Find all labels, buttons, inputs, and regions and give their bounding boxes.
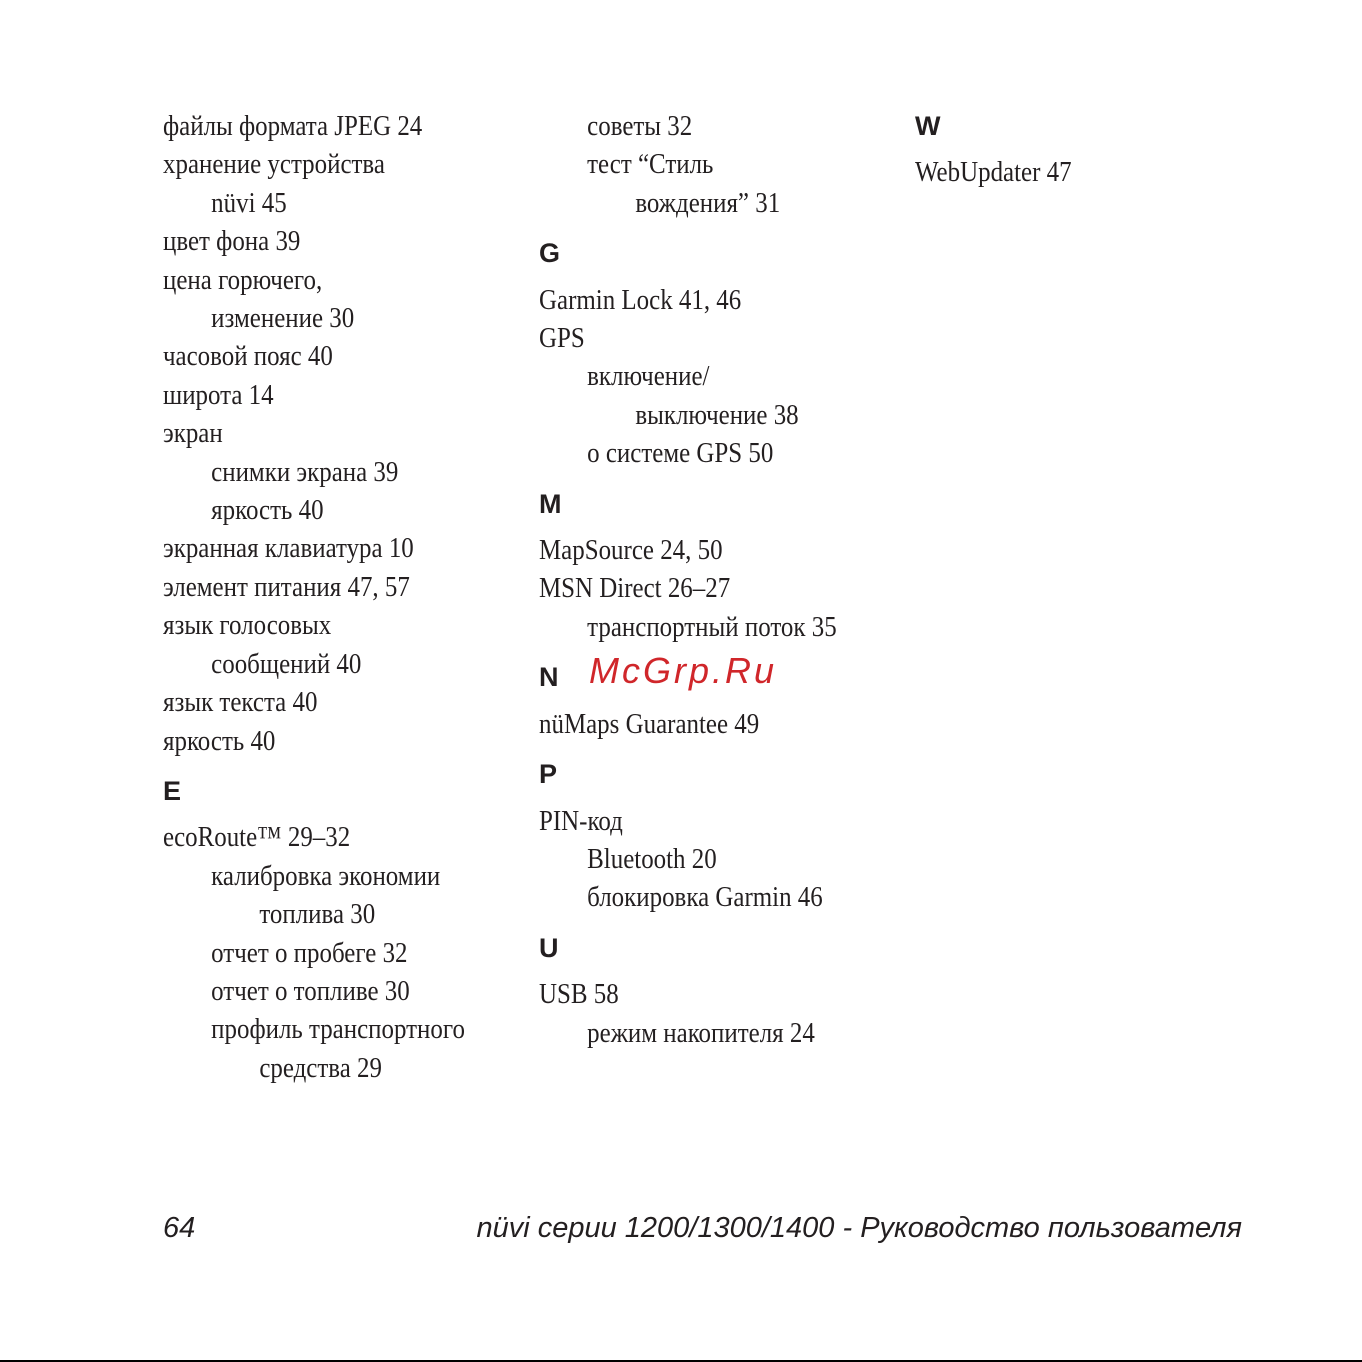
index-entry: язык текста 40 [163,686,318,719]
index-subentry: вождения” 31 [635,186,781,219]
index-entry: цена горючего, [163,263,323,296]
index-subentry: снимки экрана 39 [211,455,399,488]
index-subentry: советы 32 [587,110,693,142]
letter: N [539,662,559,693]
index-entry: язык голосовых [163,609,332,642]
index-subentry: яркость 40 [211,494,324,527]
index-entry: PIN-код [539,804,623,837]
index-subentry: Bluetooth 20 [587,842,717,875]
index-letter-heading: P [539,759,558,790]
index-subentry: тест “Стиль [587,148,714,181]
watermark: McGrp.Ru [589,650,778,692]
index-subentry: блокировка Garmin 46 [587,881,823,914]
index-letter-heading: W [915,111,941,141]
index-subentry: сообщений 40 [211,647,362,680]
index-column-2 [539,107,899,1052]
index-subentry: выключение 38 [635,398,799,431]
index-entry: MSN Direct 26–27 [539,572,731,605]
index-entry: WebUpdater 47 [915,156,1072,189]
index-letter-heading: G [539,238,561,269]
index-entry: ecoRoute™ 29–32 [163,821,351,854]
index-subentry: отчет о пробеге 32 [211,936,408,969]
index-letter-heading: E [163,775,182,806]
index-letter-heading-n [539,650,899,696]
index-subentry: режим накопителя 24 [587,1016,815,1049]
index-letter-heading: U [539,932,559,963]
index-subentry: профиль транспортного [211,1013,465,1046]
document-title: nüvi серии 1200/1300/1400 - Руководство пользователя [476,1212,1242,1244]
index-entry: файлы формата JPEG 24 [163,110,423,142]
index-entry: GPS [539,322,585,355]
index-entry: экранная клавиатура 10 [163,532,414,565]
index-subentry: отчет о топливе 30 [211,974,410,1007]
index-subentry: топлива 30 [259,898,376,931]
index-column-3 [915,107,1215,192]
index-entry: широта 14 [163,378,274,411]
index-subentry: о системе GPS 50 [587,437,774,470]
index-subentry: изменение 30 [211,302,355,335]
index-letter-heading: M [539,488,562,519]
index-entry: часовой пояс 40 [163,340,333,373]
index-subentry: калибровка экономии [211,859,441,892]
index-entry: USB 58 [539,978,619,1011]
index-column-1 [163,107,523,1087]
index-entry: MapSource 24, 50 [539,534,723,567]
index-subentry: транспортный поток 35 [587,610,837,643]
index-entry: цвет фона 39 [163,225,301,258]
index-subentry: средства 29 [259,1051,382,1084]
index-entry: яркость 40 [163,724,276,757]
index-subentry: nüvi 45 [211,186,287,219]
index-entry: Garmin Lock 41, 46 [539,283,742,316]
page-number: 64 [163,1212,196,1244]
index-entry: nüMaps Guarantee 49 [539,707,760,740]
index-entry: хранение устройства [163,148,385,181]
index-entry: экран [163,417,223,450]
index-subentry: включение/ [587,360,710,393]
index-entry: элемент питания 47, 57 [163,570,410,603]
